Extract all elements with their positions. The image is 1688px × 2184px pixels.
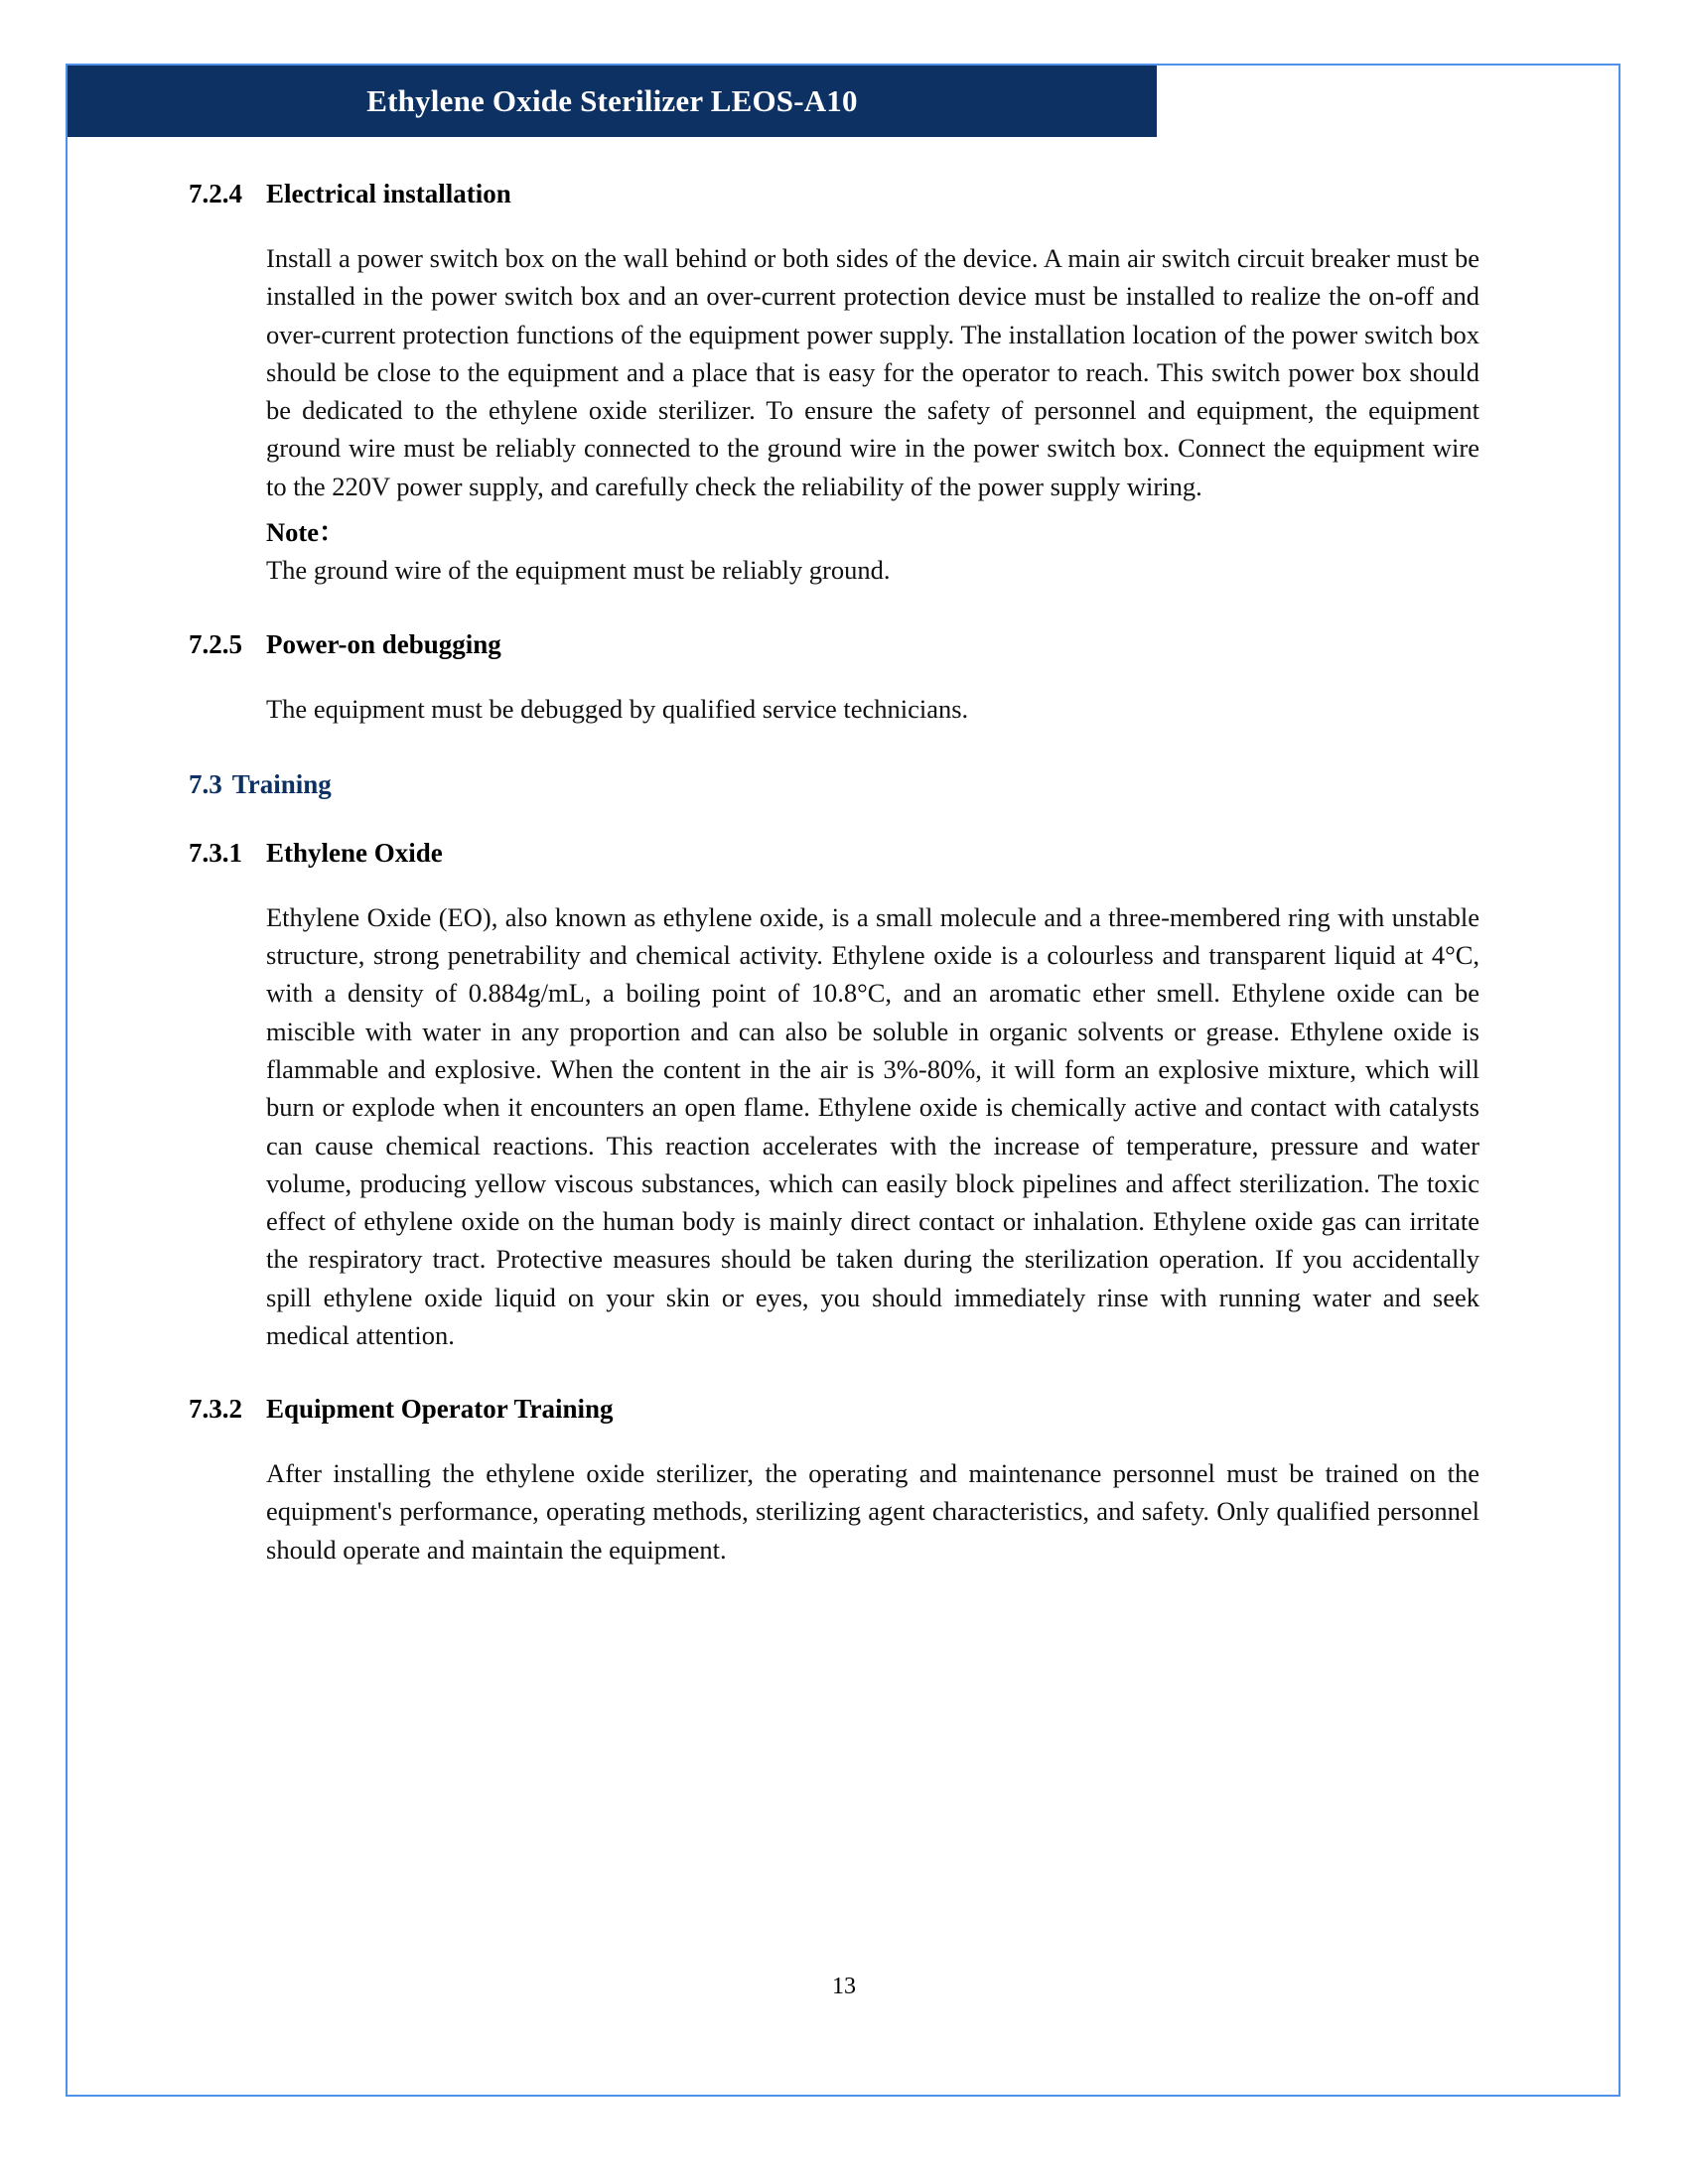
heading-text: Ethylene Oxide <box>266 837 443 868</box>
heading-number: 7.2.4 <box>189 179 242 208</box>
note-body: The ground wire of the equipment must be reliably ground. <box>266 555 891 586</box>
paragraph-power-on-debugging: The equipment must be debugged by qualified service technicians. <box>266 693 969 724</box>
heading-number: 7.3.1 <box>189 837 242 868</box>
heading-7-3-1 <box>189 838 1479 869</box>
running-header-band <box>68 66 1157 137</box>
page-number: 13 <box>832 1974 856 1999</box>
heading-text: Training <box>231 768 332 799</box>
heading-text: Electrical installation <box>266 179 511 208</box>
note-label: Note： <box>266 516 346 547</box>
document-title: Ethylene Oxide Sterilizer LEOS-A10 <box>366 83 858 118</box>
heading-7-2-4 <box>189 179 1479 209</box>
page-content <box>189 179 1479 1569</box>
paragraph-equipment-operator-training: After installing the ethylene oxide sterilizer, the operating and maintenance personnel must be trained on the equipment's performance, operating methods, sterilizing agent characteristics, and safety. Only qualified personnel should operate and maintain the equipment. <box>266 1458 1479 1565</box>
paragraph-electrical-installation: Install a power switch box on the wall behind or both sides of the device. A main air switch circuit breaker must be installed in the power switch box and an over-current protection device must be installed to realize the on-off and over-current protection functions of the equipment power supply. The installation location of the power switch box should be close to the equipment and a place that is easy for the operator to reach. This switch power box should be dedicated to the ethylene oxide sterilizer. To ensure the safety of personnel and equipment, the equipment ground wire must be reliably connected to the ground wire in the power switch box. Connect the equipment wire to the 220V power supply, and carefully check the reliability of the power supply wiring. <box>266 243 1479 501</box>
heading-text: Equipment Operator Training <box>266 1394 614 1425</box>
heading-number: 7.3.2 <box>189 1394 242 1425</box>
heading-number: 7.2.5 <box>189 628 242 659</box>
paragraph-ethylene-oxide: Ethylene Oxide (EO), also known as ethylene oxide, is a small molecule and a three-membered ring with unstable structure, strong penetrability and chemical activity. Ethylene oxide is a colourless and transparent liquid at 4°C, with a density of 0.884g/mL, a boiling point of 10.8°C, and an aromatic ether smell. Ethylene oxide can be miscible with water in any proportion and can also be soluble in organic solvents or grease. Ethylene oxide is flammable and explosive. When the content in the air is 3%-80%, it will form an explosive mixture, which will burn or explode when it encounters an open flame. Ethylene oxide is chemically active and contact with catalysts can cause chemical reactions. This reaction accelerates with the increase of temperature, pressure and water volume, producing yellow viscous substances, which can easily block pipelines and affect sterilization. The toxic effect of ethylene oxide on the human body is mainly direct contact or inhalation. Ethylene oxide gas can irritate the respiratory tract. Protective measures should be taken during the sterilization operation. If you accidentally spill ethylene oxide liquid on your skin or eyes, you should immediately rinse with running water and seek medical attention. <box>266 901 1479 1350</box>
heading-number: 7.3 <box>189 768 222 799</box>
heading-text: Power-on debugging <box>266 628 501 659</box>
heading-7-2-5 <box>189 629 1479 660</box>
heading-7-3 <box>189 769 1479 800</box>
heading-7-3-2 <box>189 1394 1479 1425</box>
